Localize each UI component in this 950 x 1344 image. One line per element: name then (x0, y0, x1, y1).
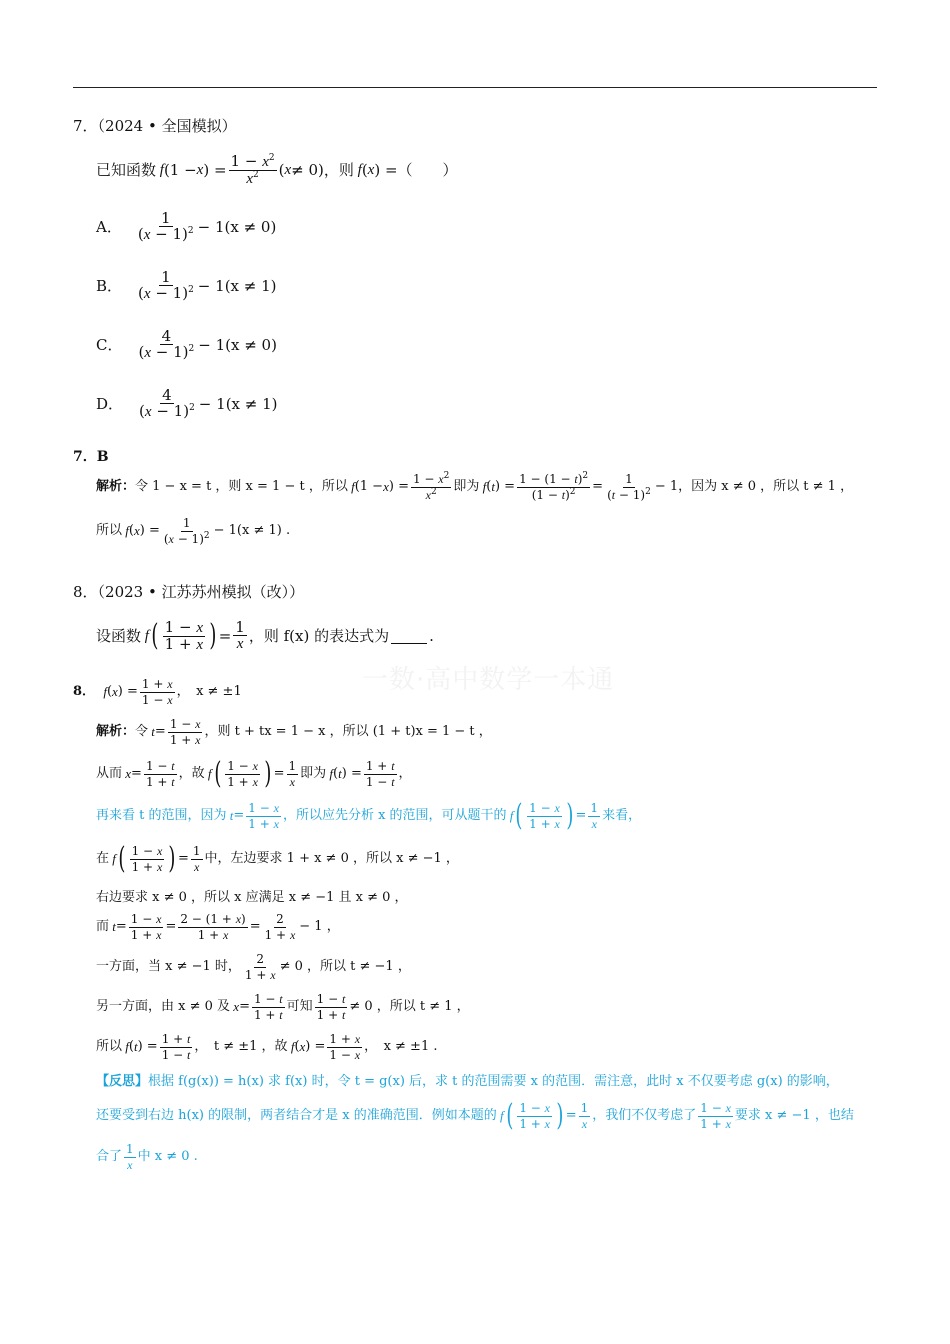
reflection-text: 中 x ≠ 0 . (137, 1149, 198, 1164)
q8-stem-pre: 设函数 (96, 627, 142, 645)
option-numerator: 1 (160, 209, 171, 227)
option-label: C． (96, 336, 123, 354)
a8-line1: 解析： 令 t = $\frac{1 - x}{1 + x}$ ，则 t + tx = 1 − x ，所以 (1 + t)x = 1 − t ， (96, 716, 492, 747)
a7-answer: 7．B (73, 449, 109, 465)
a8-text: 中，左边要求 1 + x ≠ 0 ，所以 x ≠ −1 ， (204, 851, 459, 866)
a7-line1: 解析： 令 1 − x = t ，则 x = 1 − t ，所以 f (1 − x ) = $\frac{1 - x^2}{x^2}$ 即为 f ( t ) = $\frac{1 - (1 - t)^2}{(1 - t)^2}$ = $\frac{1}{(t - 1)^2}$ − 1 ，因为 x ≠ 0 ，所以 t ≠ 1 ， (96, 470, 854, 502)
a8-line7: 另一方面，由 x ≠ 0 及 x = $\frac{1 - t}{1 + t}$ 可知 $\frac{1 - t}{1 + t}$ ≠ 0 ，所以 t ≠ 1 ， (96, 991, 470, 1022)
q8-header: 8．（2023 • 江苏苏州模拟（改）） (73, 583, 305, 601)
option-condition: (x ≠ 0) (225, 336, 277, 354)
reflection-line2: 还要受到右边 h(x) 的限制，两者结合才是 x 的准确范围．例如本题的 f ( $\frac{1 - x}{1 + x}$ ) = $\frac{1}{x}$ ，我们不仅考虑了 $\frac{1 - x}{1 + x}$ 要求 x ≠ −1 ，也结 (96, 1098, 854, 1133)
option-label: B． (96, 277, 123, 295)
reflection-text: 根据 f(g(x)) = h(x) 求 f(x) 时，令 t = g(x) 后，求 t 的范围需要 x 的范围．需注意，此时 x 不仅要考虑 g(x) 的影响， (148, 1074, 839, 1089)
option-condition: (x ≠ 1) (224, 277, 277, 295)
a8-text: ， (398, 766, 412, 781)
q7-option-c[interactable]: C． $\frac{4}{(x - 1)^2}$ − 1 (x ≠ 0) (96, 327, 277, 361)
option-numerator: 1 (161, 268, 171, 286)
jiexi-label: 解析： (96, 724, 136, 739)
a8-line6: 一方面，当 x ≠ −1 时， $\frac{2}{1 + x}$ ≠ 0 ，所以 t ≠ −1 ， (96, 951, 411, 982)
option-condition: (x ≠ 0) (224, 218, 277, 236)
a8-text: 而 (96, 919, 110, 934)
a7-text: ，因为 x ≠ 0 ，所以 t ≠ 1 ， (678, 479, 854, 494)
a8-blue-text: ，所以应先分析 x 的范围，可从题干的 (282, 808, 507, 823)
q7-stem-pre: 已知函数 (96, 161, 157, 179)
a8-text: ， x ≠ ±1 . (364, 1039, 438, 1054)
q7-option-b[interactable]: B． $\frac{1}{(x - 1)^2}$ − 1 (x ≠ 1) (96, 268, 277, 302)
q7-option-a[interactable]: A． $\frac{1}{(x - 1)^2}$ − 1 (x ≠ 0) (96, 209, 277, 243)
a7-text: 所以 (96, 523, 123, 538)
reflection-line3: 合了 $\frac{1}{x}$ 中 x ≠ 0 . (96, 1141, 198, 1172)
a8-blue-text: 来看， (602, 808, 642, 823)
a8-blue-note: 再来看 t 的范围，因为 t = $\frac{1 - x}{1 + x}$ ，所以应先分析 x 的范围，可从题干的 f ( $\frac{1 - x}{1 + x}$ ) = $\frac{1}{x}$ 来看， (96, 798, 642, 833)
option-label: D． (96, 395, 124, 413)
top-rule (73, 87, 877, 88)
option-numerator: 4 (162, 386, 172, 404)
q8-stem-mid: ，则 f(x) 的表达式为 (248, 627, 390, 645)
a7-text: − 1(x ≠ 1) . (213, 523, 291, 538)
a8-answer-label: 8． (73, 684, 96, 699)
reflection-text: 要求 x ≠ −1 ，也结 (734, 1108, 854, 1123)
reflection-text: 合了 (96, 1149, 123, 1164)
reflection-text: ，我们不仅考虑了 (592, 1108, 697, 1123)
q8-stem: 设函数 f ( $\frac{1 - x}{1 + x}$ ) = $\frac{1}{x}$ ，则 f(x) 的表达式为 . (96, 617, 434, 653)
a8-line2: 从而 x = $\frac{1 - t}{1 + t}$ ，故 f ( $\frac{1 - x}{1 + x}$ ) = $\frac{1}{x}$ 即为 f ( t ) = $\frac{1 + t}{1 - t}$ ， (96, 756, 412, 791)
q8-stem-post: . (429, 627, 434, 645)
a8-text: 在 (96, 851, 110, 866)
a8-line5: 而 t = $\frac{1 - x}{1 + x}$ = $\frac{2 - (1 + x)}{1 + x}$ = $\frac{2}{1 + x}$ − 1 ， (96, 911, 340, 942)
watermark: 一数·高中数学一本通 (362, 665, 615, 695)
q7-stem-post: （ ） (397, 161, 458, 179)
a8-blue-text: 再来看 t 的范围，因为 (96, 808, 227, 823)
reflection-line1 (96, 1072, 839, 1092)
a8-answer-post: ， x ≠ ±1 (176, 684, 242, 699)
reflection-label: 【反思】 (96, 1074, 149, 1089)
a8-line8: 所以 f ( t ) = $\frac{1 + t}{1 - t}$ ， t ≠ ±1 ，故 f ( x ) = $\frac{1 + x}{1 - x}$ ， x ≠ ±1 . (96, 1031, 438, 1062)
a8-text: − 1 ， (299, 919, 340, 934)
a7-line2: 所以 f ( x ) = $\frac{1}{(x - 1)^2}$ − 1(x ≠ 1) . (96, 515, 291, 546)
option-numerator: 4 (161, 327, 172, 345)
option-label: A． (96, 218, 122, 236)
option-condition: (x ≠ 1) (225, 395, 278, 413)
a8-text: ≠ 0 ，所以 t ≠ −1 ， (279, 959, 411, 974)
a8-text: ≠ 0 ，所以 t ≠ 1 ， (349, 999, 470, 1014)
a8-text: 一方面，当 x ≠ −1 时， (96, 959, 241, 974)
a8-line4: 右边要求 x ≠ 0 ，所以 x 应满足 x ≠ −1 且 x ≠ 0 ， (96, 890, 408, 905)
reflection-text: 还要受到右边 h(x) 的限制，两者结合才是 x 的准确范围．例如本题的 (96, 1108, 497, 1123)
q7-option-d[interactable]: D． $\frac{4}{(x - 1)^2}$ − 1 (x ≠ 1) (96, 386, 278, 420)
a8-text: 所以 (96, 1039, 123, 1054)
a8-answer: 8． f ( x ) = $\frac{1 + x}{1 - x}$ ， x ≠ ±1 (73, 676, 242, 707)
answer-blank[interactable] (391, 629, 427, 644)
a7-text: 令 1 − x = t ，则 x = 1 − t ，所以 (135, 479, 348, 494)
a8-text: ， t ≠ ±1 ，故 (194, 1039, 288, 1054)
a8-text: 即为 (300, 766, 327, 781)
a8-text: 从而 (96, 766, 123, 781)
a8-line3: 在 f ( $\frac{1 - x}{1 + x}$ ) = $\frac{1}{x}$ 中，左边要求 1 + x ≠ 0 ，所以 x ≠ −1 ， (96, 841, 459, 876)
jiexi-label: 解析： (96, 479, 136, 494)
a7-text: 即为 (453, 479, 480, 494)
a8-text: ，故 (178, 766, 205, 781)
a8-text: ，则 t + tx = 1 − x ，所以 (1 + t)x = 1 − t ， (204, 724, 492, 739)
a8-text: 可知 (286, 999, 313, 1014)
q7-stem-mid: ，则 (323, 161, 354, 179)
q7-stem: 已知函数 f (1 − x ) = $\frac{1 - x^2}{x^2}$ ( x ≠ 0) ，则 f ( x ) = （ ） (96, 151, 458, 187)
a8-text: 令 (135, 724, 149, 739)
a8-text: 另一方面，由 x ≠ 0 及 (96, 999, 231, 1014)
q7-header: 7．（2024 • 全国模拟） (73, 117, 237, 135)
